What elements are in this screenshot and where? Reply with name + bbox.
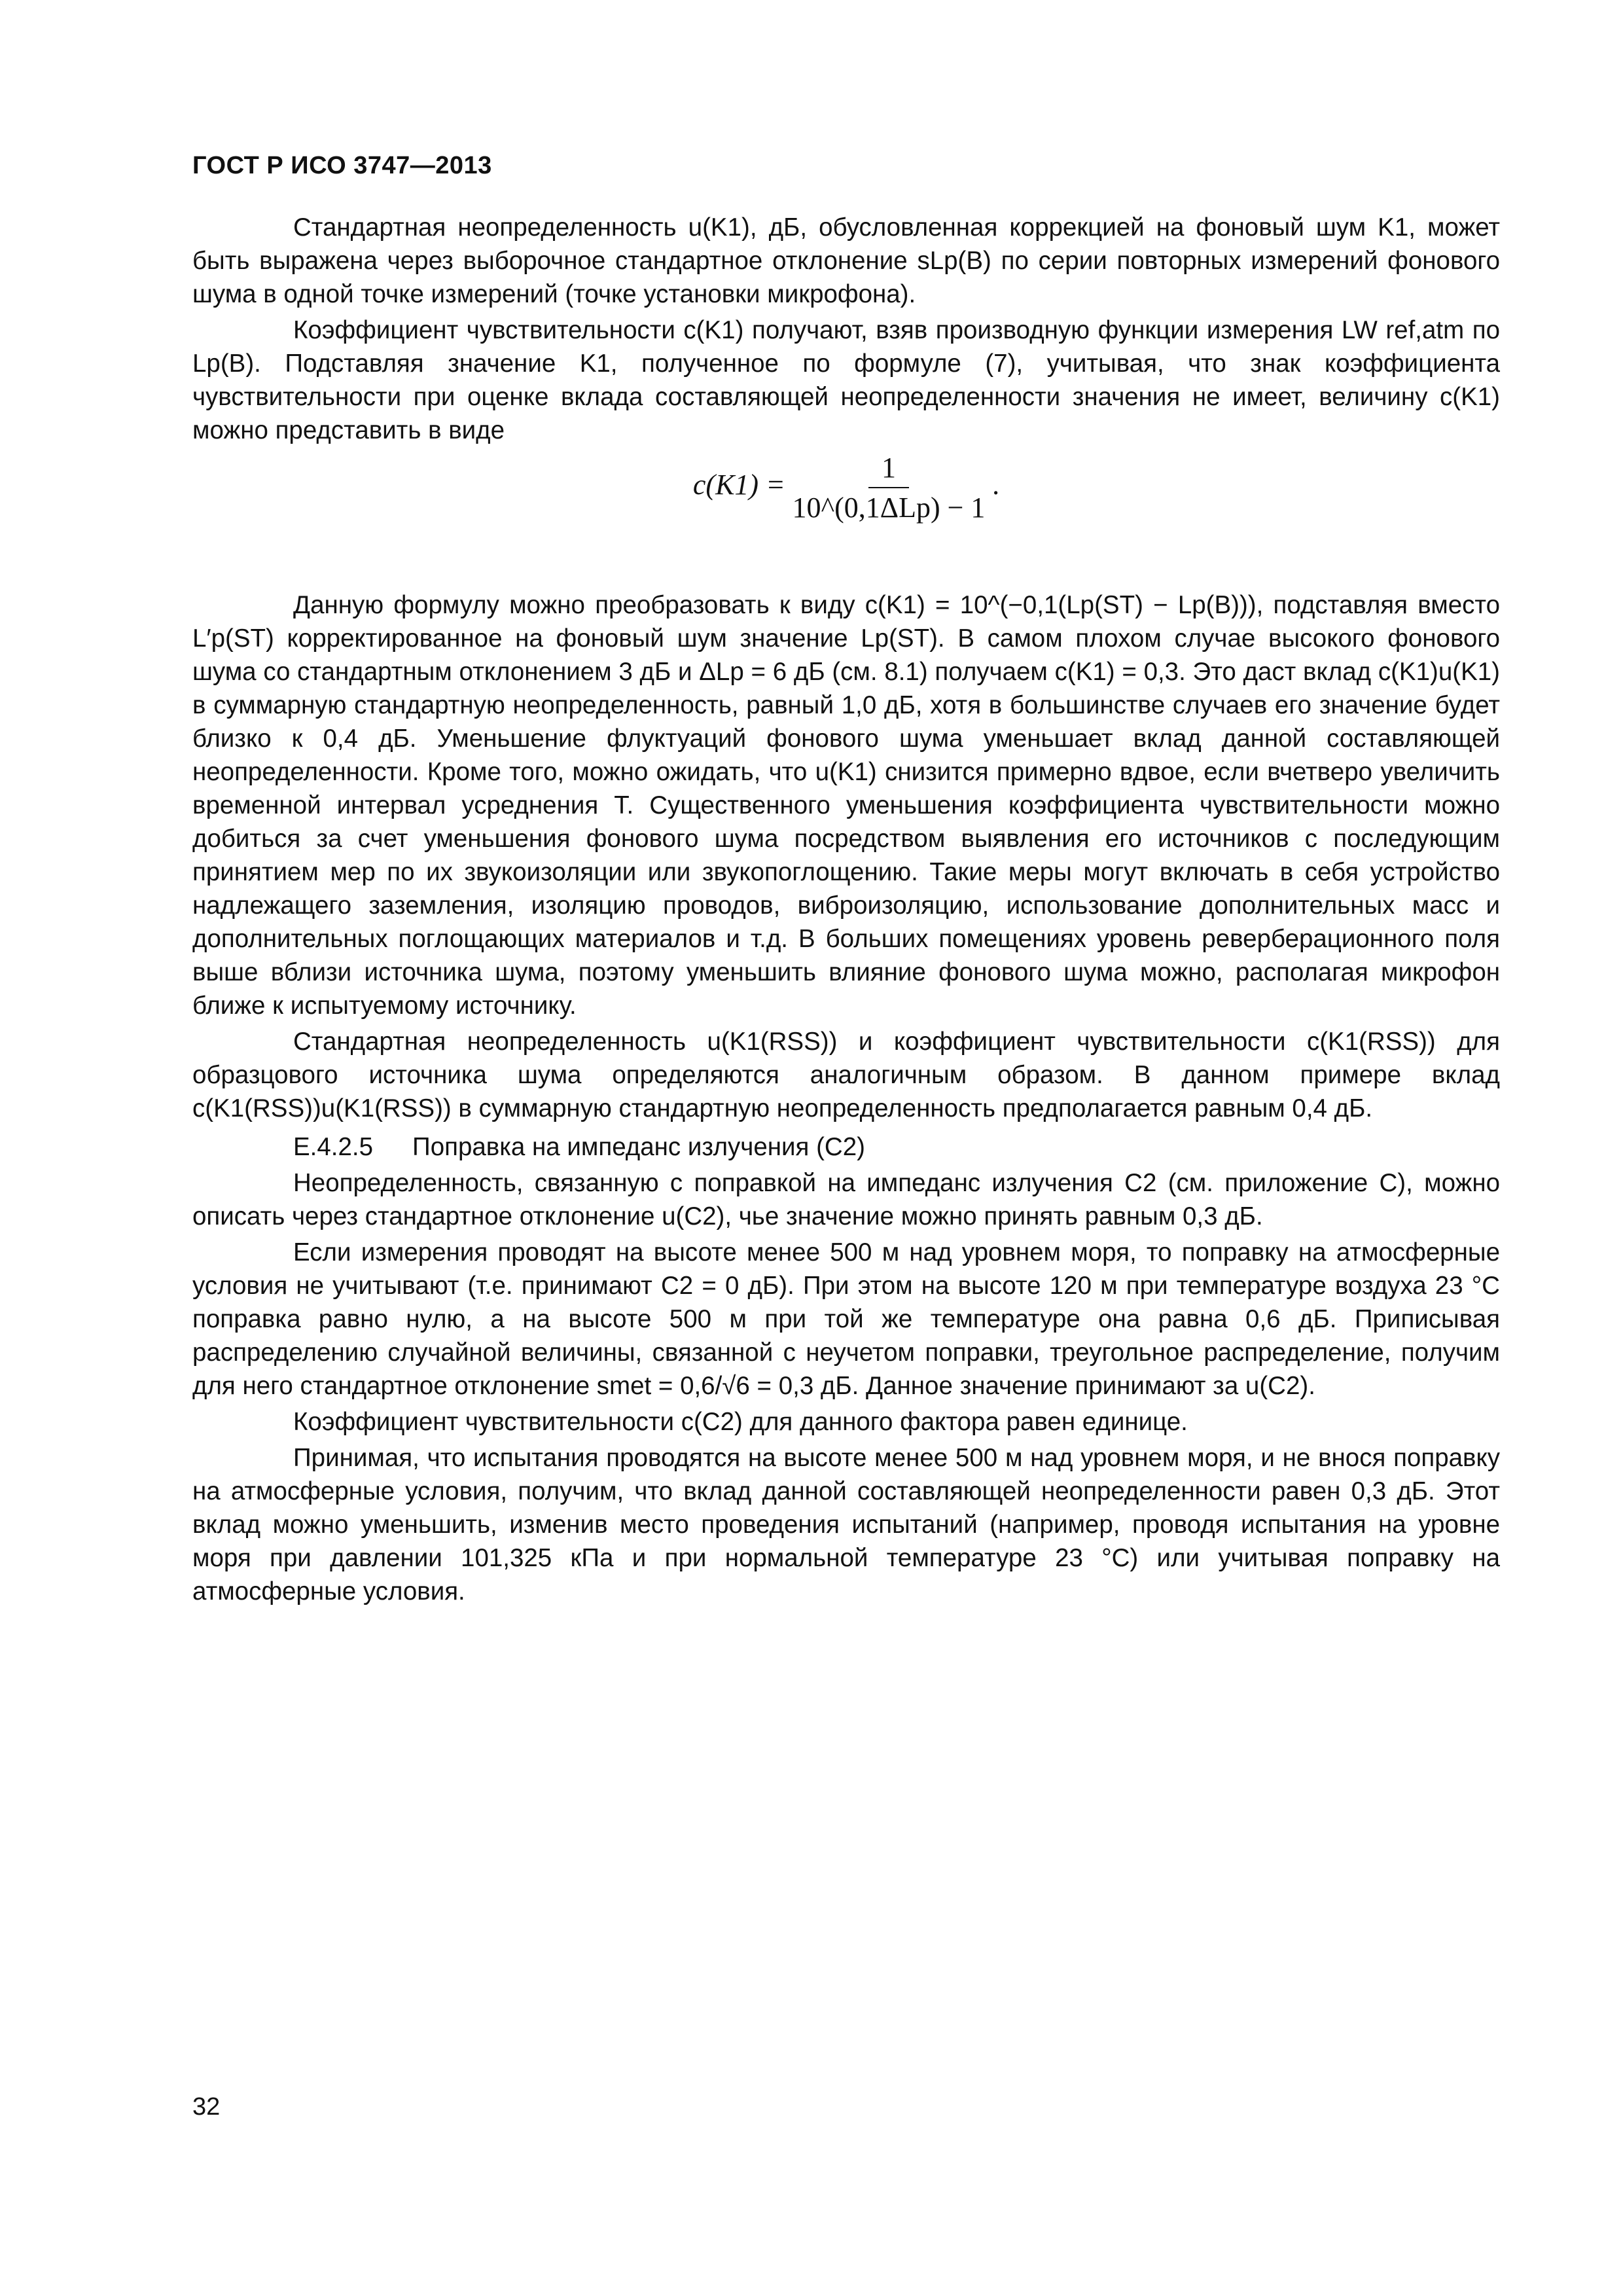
formula-fraction [792,451,985,524]
formula-c-k1: c(K1) = $\frac{1}{\text{10\textasciicircum{}(0,1ΔLp) − 1}}$ . [692,452,1000,524]
document-body [192,211,1500,1611]
section-heading [192,1130,1500,1164]
formula-numerator: 1 [868,451,909,488]
paragraph-2: Коэффициент чувствительности c(K1) получают, взяв производную функции измерения LW ref,atm по Lp(B). Подставляя значение K1, полученное по формуле (7), учитывая, что знак коэффициента чувствительности при оценке вклада составляющей неопределенности значения не имеет, величину c(K1) можно представить в виде [192,316,1500,444]
paragraph-3: Данную формулу можно преобразовать к виду c(K1) = 10^(−0,1(Lp(ST) − Lp(B))), подставляя вместо L′p(ST) корректированное на фоновый шум значение Lp(ST). В самом плохом случае высокого фонового шума со стандартным отклонением 3 дБ и ΔLp = 6 дБ (см. 8.1) получаем c(K1) = 0,3. Это даст вклад c(K1)u(K1) в суммарную стандартную неопределенность, равный 1,0 дБ, хотя в большинстве случаев его значение будет близко к 0,4 дБ. Уменьшение флуктуаций фонового шума уменьшает вклад данной составляющей неопределенности. Кроме того, можно ожидать, что u(K1) снизится примерно вдвое, если вчетверо увеличить временной интервал усреднения T. Существенного уменьшения коэффициента чувствительности можно добиться за счет уменьшения фонового шума посредством выявления его источников с последующим принятием мер по их звукоизоляции или звукопоглощению. Такие меры могут включать в себя устройство надлежащего заземления, изоляцию проводов, виброизоляцию, использование дополнительных масс и дополнительных поглощающих материалов и т.д. В больших помещениях уровень реверберационного поля выше вблизи источника шума, поэтому уменьшить влияние фонового шума можно, располагая микрофон ближе к испытуемому источнику. [192,591,1500,1020]
section-number: E.4.2.5 [293,1133,374,1161]
paragraph-6: Если измерения проводят на высоте менее 500 м над уровнем моря, то поправку на атмосферные условия не учитывают (т.е. принимают C2 = 0 дБ). При этом на высоте 120 м при температуре воздуха 23 °С поправка равно нулю, а на высоте 500 м при той же температуре она равна 0,6 дБ. Приписывая распределению случайной величины, связанной с неучетом поправки, треугольное распределение, получим для него стандартное отклонение smet = 0,6/√6 = 0,3 дБ. Данное значение принимают за u(C2). [192,1238,1500,1400]
paragraph-5: Неопределенность, связанную с поправкой на импеданс излучения C2 (см. приложение С), можно описать через стандартное отклонение u(C2), чье значение можно принять равным 0,3 дБ. [192,1169,1500,1230]
page-number: 32 [192,2093,221,2121]
paragraph-7: Коэффициент чувствительности c(C2) для данного фактора равен единице. [293,1408,1188,1436]
paragraph-1: Стандартная неопределенность u(K1), дБ, обусловленная коррекцией на фоновый шум K1, может быть выражена через выборочное стандартное отклонение sLp(B) по серии повторных измерений фонового шума в одной точке измерений (точке установки микрофона). [192,213,1500,308]
section-title: Поправка на импеданс излучения (C2) [412,1133,865,1161]
formula-denominator: 10^(0,1ΔLp) − 1 [792,492,986,524]
paragraph-8: Принимая, что испытания проводятся на высоте менее 500 м над уровнем моря, и не внося поправку на атмосферные условия, получим, что вклад данной составляющей неопределенности равен 0,3 дБ. Этот вклад можно уменьшить, изменив место проведения испытаний (например, проводя испытания на уровне моря при давлении 101,325 кПа и при нормальной температуре 23 °С) или учитывая поправку на атмосферные условия. [192,1444,1500,1605]
document-header: ГОСТ Р ИСО 3747—2013 [192,152,492,179]
formula-lhs: c(K1) = [692,469,785,501]
paragraph-4: Стандартная неопределенность u(K1(RSS)) и коэффициент чувствительности c(K1(RSS)) для образцового источника шума определяются аналогичным образом. В данном примере вклад c(K1(RSS))u(K1(RSS)) в суммарную стандартную неопределенность предполагается равным 0,4 дБ. [192,1028,1500,1122]
